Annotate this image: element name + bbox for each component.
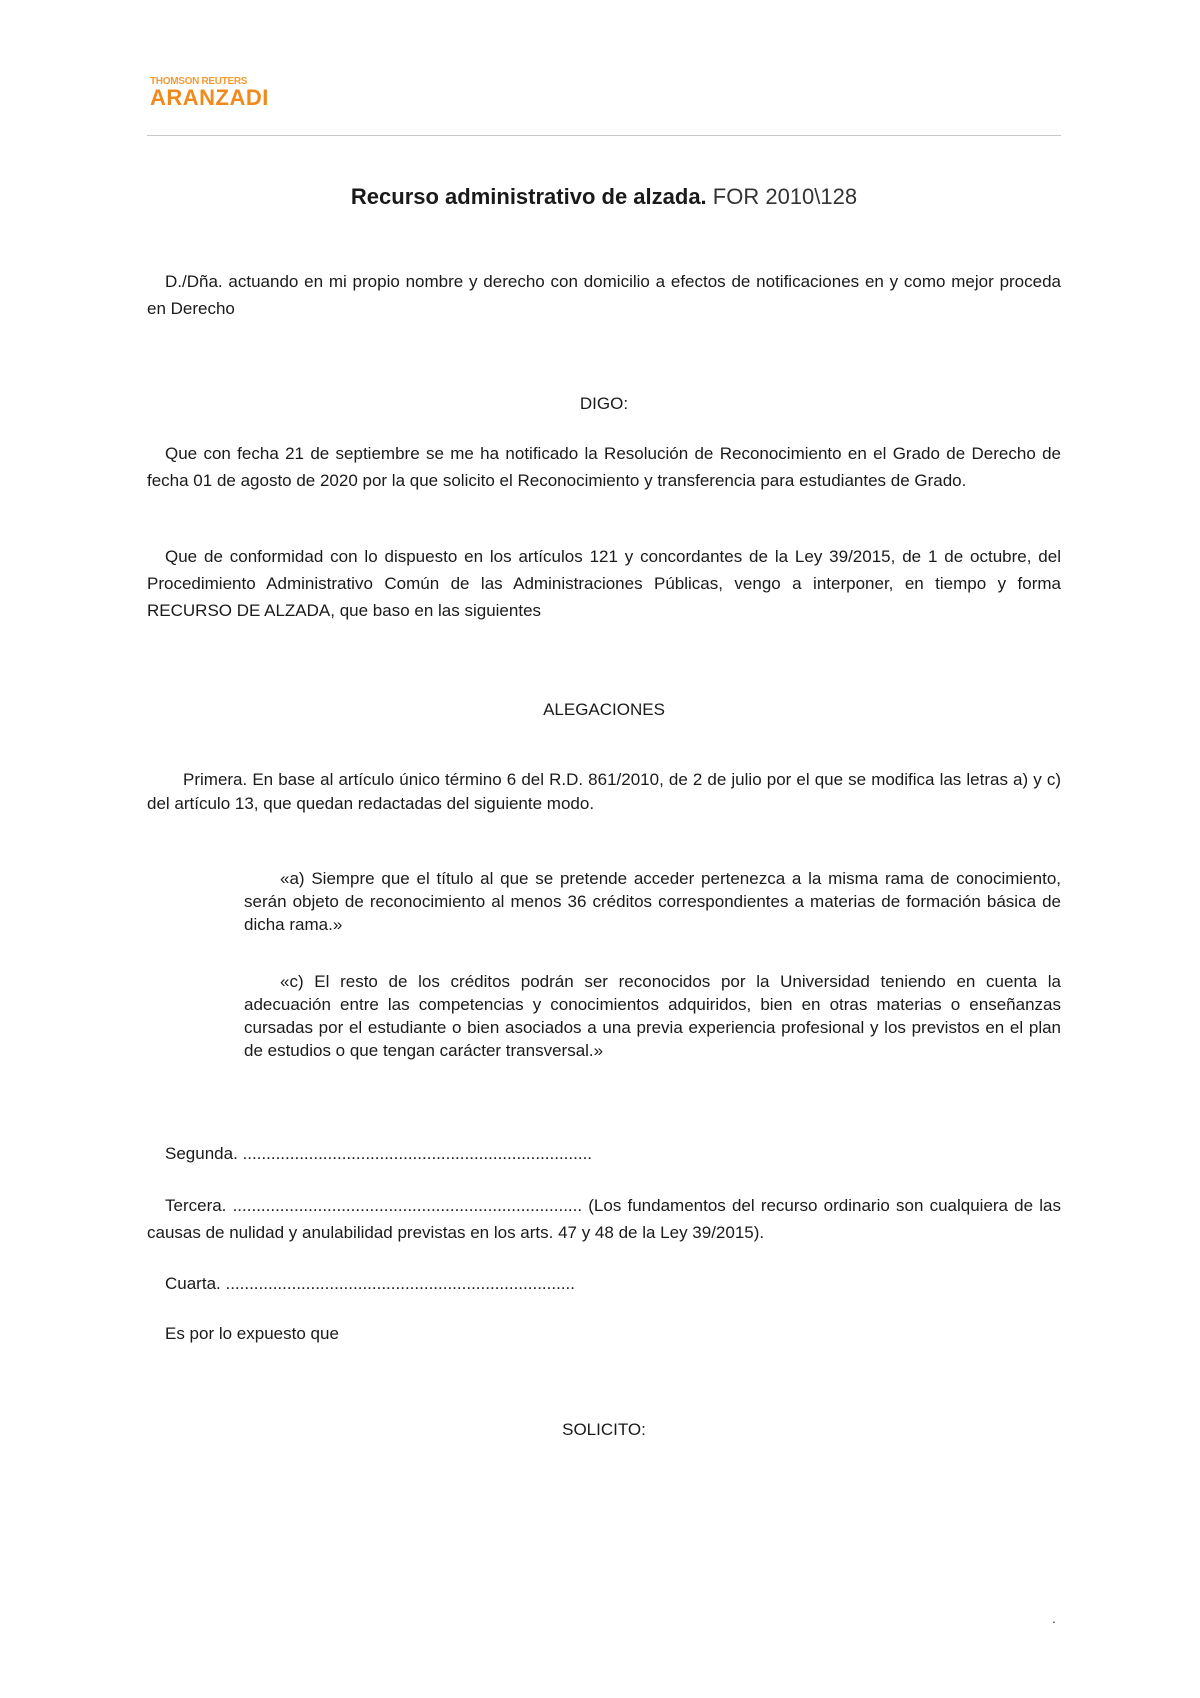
heading-digo: DIGO: <box>579 394 629 413</box>
footer-mark: . <box>1052 1610 1056 1626</box>
logo-subtitle: THOMSON REUTERS <box>150 76 248 87</box>
heading-solicito: SOLICITO: <box>562 1420 646 1439</box>
intro-paragraph: D./Dña. actuando en mi propio nombre y derecho con domicilio a efectos de notificaciones en y como mejor proceda en Derecho <box>147 272 1061 318</box>
alegacion-cuarta: Cuarta. .......................................................................... <box>165 1274 575 1293</box>
quote-letter-a: «a) Siempre que el título al que se pretende acceder pertenezca a la misma rama de conocimiento, serán objeto de reconocimiento al menos 36 créditos correspondientes a materias de formación básica de dicha rama.» <box>244 869 1061 934</box>
header-divider <box>147 135 1061 136</box>
title-main: Recurso administrativo de alzada. <box>350 184 707 209</box>
heading-alegaciones: ALEGACIONES <box>543 700 665 719</box>
title-reference: FOR 2010\128 <box>712 184 858 209</box>
alegacion-primera: Primera. En base al artículo único término 6 del R.D. 861/2010, de 2 de julio por el que se modifica las letras a) y c) del artículo 13, que quedan redactadas del siguiente modo. <box>147 770 1061 813</box>
quote-letter-c: «c) El resto de los créditos podrán ser reconocidos por la Universidad teniendo en cuenta la adecuación entre las competencias y conocimientos adquiridos, bien en otras materias o enseñanzas cursadas por el estudiante o bien asociados a una previa experiencia profesional y los previstos en el plan de estudios o que tengan carácter transversal.» <box>244 972 1061 1060</box>
paragraph-conformity: Que de conformidad con lo dispuesto en los artículos 121 y concordantes de la Ley 39/2015, de 1 de octubre, del Procedimiento Administrativo Común de las Administraciones Públicas, vengo a interponer, en tiempo y forma RECURSO DE ALZADA, que baso en las siguientes <box>147 547 1061 620</box>
alegacion-tercera: Tercera. .......................................................................... (Los fundamentos del recurso ordinario son cualquiera de las causas de nulidad y anulabilidad previstas en los arts. 47 y 48 de la Ley 39/2015). <box>147 1196 1061 1242</box>
closing-phrase: Es por lo expuesto que <box>165 1324 339 1343</box>
paragraph-notification: Que con fecha 21 de septiembre se me ha notificado la Resolución de Reconocimiento en el Grado de Derecho de fecha 01 de agosto de 2020 por la que solicito el Reconocimiento y transferencia para estudiantes de Grado. <box>147 444 1061 490</box>
logo-wordmark: ARANZADI <box>150 85 269 110</box>
publisher-logo <box>150 76 269 109</box>
document-title <box>147 184 1061 210</box>
alegacion-segunda: Segunda. .......................................................................... <box>165 1144 593 1163</box>
